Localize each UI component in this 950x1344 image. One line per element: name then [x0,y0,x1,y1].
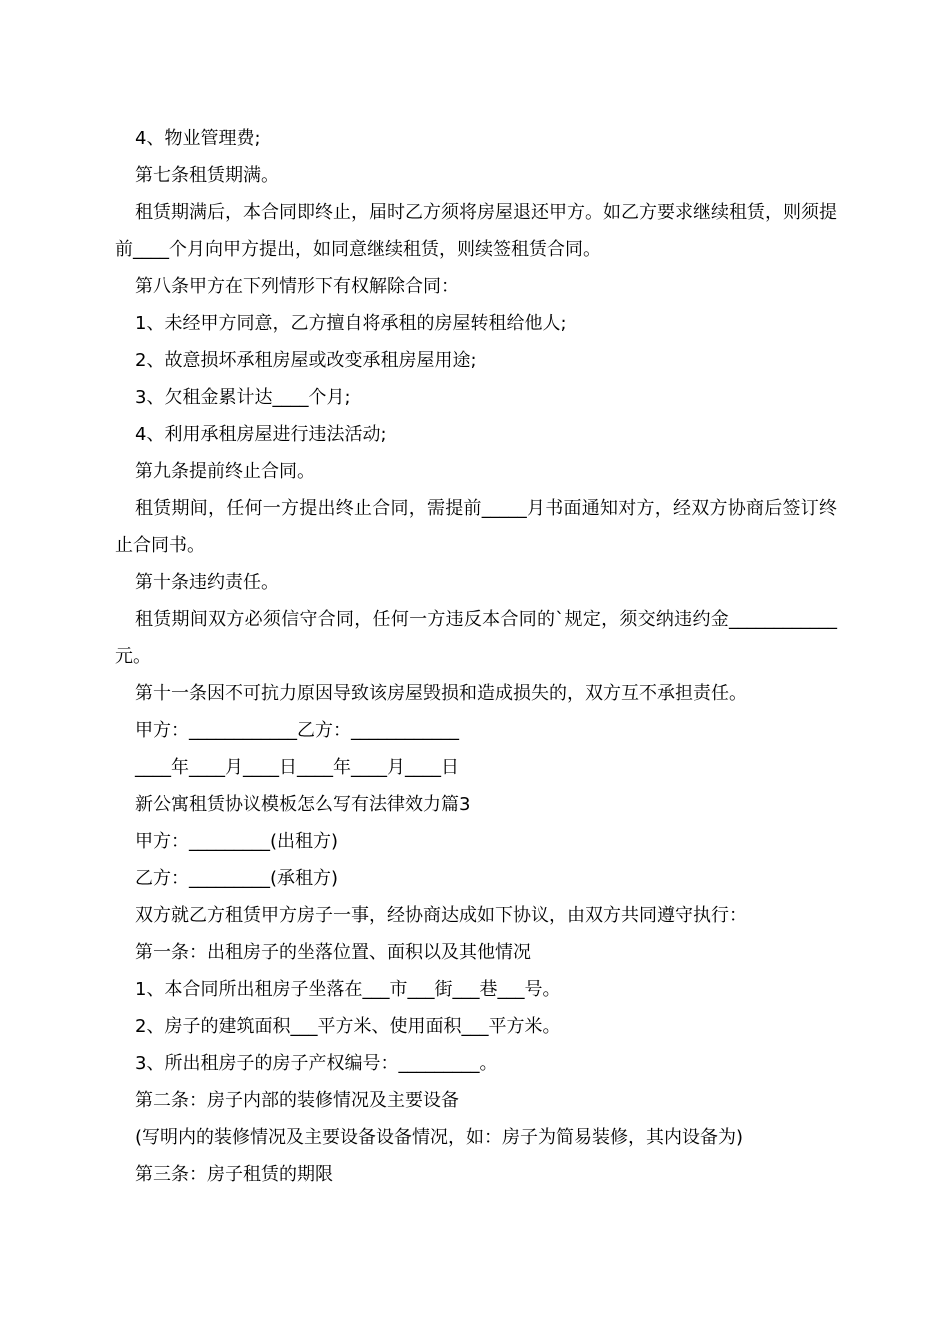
paragraph-item-4-property-fee: 4、物业管理费; [135,128,261,149]
clause-1-item-3: 3、所出租房子的房子产权编号：_________。 [135,1053,498,1074]
signature-date-line: ____年____月____日____年____月____日 [135,757,459,778]
article-7-body: 租赁期满后，本合同即终止，届时乙方须将房屋退还甲方。如乙方要求继续租赁，则须提前____个月向甲方提出，如同意继续租赁，则续签租赁合同。 [115,202,837,260]
article-10-body: 租赁期间双方必须信守合同，任何一方违反本合同的`规定，须交纳违约金____________元。 [115,609,837,667]
clause-1-heading: 第一条：出租房子的坐落位置、面积以及其他情况 [135,942,531,963]
party-b-line: 乙方：_________(承租方) [135,868,339,889]
clause-1-item-1: 1、本合同所出租房子坐落在___市___街___巷___号。 [135,979,561,1000]
clause-1-item-2: 2、房子的建筑面积___平方米、使用面积___平方米。 [135,1016,561,1037]
article-10-heading: 第十条违约责任。 [135,572,279,593]
article-8-heading: 第八条甲方在下列情形下有权解除合同： [135,276,459,297]
article-8-item-3: 3、欠租金累计达____个月; [135,387,351,408]
clause-3-heading: 第三条：房子租赁的期限 [135,1164,333,1185]
article-8-item-2: 2、故意损坏承租房屋或改变承租房屋用途; [135,350,477,371]
article-9-heading: 第九条提前终止合同。 [135,461,315,482]
article-8-item-1: 1、未经甲方同意，乙方擅自将承租的房屋转租给他人; [135,313,567,334]
article-7-heading: 第七条租赁期满。 [135,165,279,186]
section-title-part-3: 新公寓租赁协议模板怎么写有法律效力篇3 [135,794,471,815]
article-11-body: 第十一条因不可抗力原因导致该房屋毁损和造成损失的，双方互不承担责任。 [135,683,747,704]
clause-2-heading: 第二条：房子内部的装修情况及主要设备 [135,1090,459,1111]
signature-parties-line: 甲方：____________乙方：____________ [135,720,459,741]
article-9-body: 租赁期间，任何一方提出终止合同，需提前_____月书面通知对方，经双方协商后签订终止合同书。 [115,498,837,556]
article-8-item-4: 4、利用承租房屋进行违法活动; [135,424,387,445]
party-a-line: 甲方：_________(出租方) [135,831,339,852]
clause-2-note: (写明内的装修情况及主要设备设备情况，如：房子为简易装修，其内设备为) [135,1127,744,1148]
agreement-intro: 双方就乙方租赁甲方房子一事，经协商达成如下协议，由双方共同遵守执行： [135,905,747,926]
